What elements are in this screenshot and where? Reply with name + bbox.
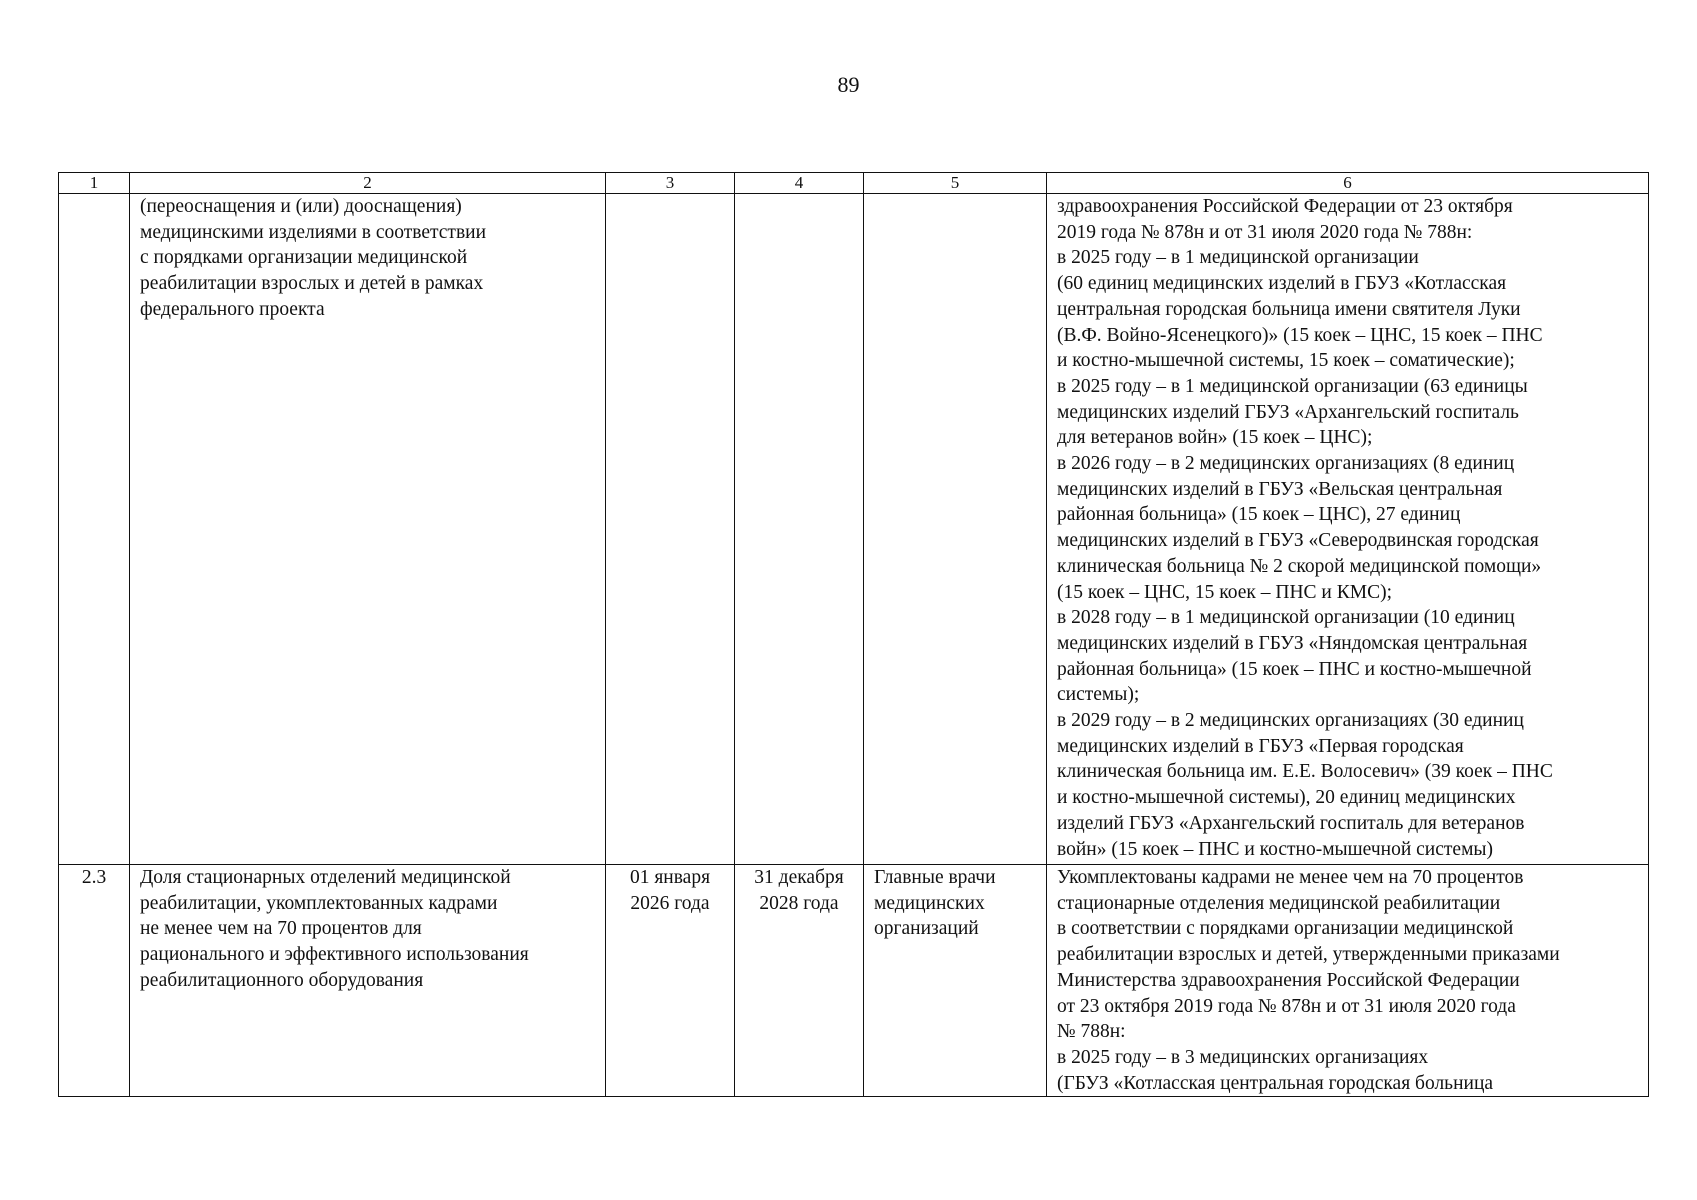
text-line: медицинских изделий в ГБУЗ «Няндомская центральная <box>1057 632 1528 654</box>
column-number-2: 2 <box>130 173 606 194</box>
text-line: 2028 года <box>759 892 839 914</box>
text-line: изделий ГБУЗ «Архангельский госпиталь для ветеранов <box>1057 812 1525 834</box>
measures-table <box>58 172 1649 1097</box>
text-line: для ветеранов войн» (15 коек – ЦНС); <box>1057 427 1373 449</box>
text-line: медицинскими изделиями в соответствии <box>140 221 487 243</box>
text-line: здравоохранения Российской Федерации от 23 октября <box>1057 196 1513 217</box>
text-line: (ГБУЗ «Котласская центральная городская больница <box>1057 1072 1494 1094</box>
text-line: Министерства здравоохранения Российской Федерации <box>1057 969 1520 991</box>
text-line: рационального и эффективного использования <box>140 944 529 966</box>
text-line: медицинских изделий в ГБУЗ «Первая городская <box>1057 735 1464 757</box>
text-line: Главные врачи <box>874 867 996 888</box>
text-line: центральная городская больница имени святителя Луки <box>1057 298 1521 320</box>
text-line: Доля стационарных отделений медицинской <box>140 867 511 888</box>
text-line: медицинских изделий ГБУЗ «Архангельский госпиталь <box>1057 401 1519 423</box>
text-line: в 2026 году – в 2 медицинских организациях (8 единиц <box>1057 453 1515 475</box>
column-number-6: 6 <box>1047 173 1649 194</box>
text-line: клиническая больница № 2 скорой медицинской помощи» <box>1057 555 1542 577</box>
end-date <box>735 194 864 865</box>
page-number: 89 <box>837 72 860 97</box>
text-line: 01 января <box>629 867 711 888</box>
text-line: войн» (15 коек – ПНС и костно-мышечной системы) <box>1057 838 1494 860</box>
text-line: медицинских изделий в ГБУЗ «Северодвинская городская <box>1057 530 1539 552</box>
text-line: в 2029 году – в 2 медицинских организациях (30 единиц <box>1057 710 1524 732</box>
table-header-row <box>59 173 1649 194</box>
row-number <box>59 194 130 865</box>
text-line: районная больница» (15 коек – ПНС и костно-мышечной <box>1057 658 1532 680</box>
start-date <box>606 865 735 1097</box>
end-date <box>735 865 864 1097</box>
text-line: медицинских <box>874 892 985 914</box>
text-line: 2019 года № 878н и от 31 июля 2020 года № 788н: <box>1057 221 1473 243</box>
result-description <box>1047 194 1649 865</box>
measure-name <box>130 194 606 865</box>
text-line: клиническая больница им. Е.Е. Волосевич» (39 коек – ПНС <box>1057 761 1553 783</box>
text-line: реабилитационного оборудования <box>140 969 424 991</box>
text-line: реабилитации взрослых и детей, утвержденными приказами <box>1057 944 1560 966</box>
text-line: (60 единиц медицинских изделий в ГБУЗ «Котласская <box>1057 273 1507 295</box>
text-line: в соответствии с порядками организации медицинской <box>1057 918 1514 940</box>
text-line: от 23 октября 2019 года № 878н и от 31 июля 2020 года <box>1057 995 1516 1017</box>
text-line: и костно-мышечной системы, 15 коек – соматические); <box>1057 350 1515 372</box>
text-line: (В.Ф. Войно-Ясенецкого)» (15 коек – ЦНС, 15 коек – ПНС <box>1057 324 1543 346</box>
text-line: в 2028 году – в 1 медицинской организации (10 единиц <box>1057 607 1515 629</box>
responsible <box>864 194 1047 865</box>
row-number: 2.3 <box>59 865 130 1097</box>
responsible <box>864 865 1047 1097</box>
text-line: районная больница» (15 коек – ЦНС), 27 единиц <box>1057 504 1461 526</box>
text-line: 2026 года <box>630 892 710 914</box>
column-number-3: 3 <box>606 173 735 194</box>
measure-name <box>130 865 606 1097</box>
text-line: организаций <box>874 918 979 940</box>
text-line: (15 коек – ЦНС, 15 коек – ПНС и КМС); <box>1057 581 1392 603</box>
text-line: медицинских изделий в ГБУЗ «Вельская центральная <box>1057 478 1503 500</box>
column-number-1: 1 <box>59 173 130 194</box>
text-line: стационарные отделения медицинской реабилитации <box>1057 892 1501 914</box>
table-row <box>59 194 1649 865</box>
start-date <box>606 194 735 865</box>
text-line: системы); <box>1057 684 1140 706</box>
text-line: не менее чем на 70 процентов для <box>140 918 422 940</box>
result-description <box>1047 865 1649 1097</box>
text-line: реабилитации, укомплектованных кадрами <box>140 892 498 914</box>
text-line: (переоснащения и (или) дооснащения) <box>140 196 462 217</box>
text-line: в 2025 году – в 1 медицинской организации (63 единицы <box>1057 375 1528 397</box>
text-line: в 2025 году – в 1 медицинской организации <box>1057 247 1419 269</box>
text-line: в 2025 году – в 3 медицинских организациях <box>1057 1046 1429 1068</box>
text-line: № 788н: <box>1057 1021 1126 1043</box>
column-number-4: 4 <box>735 173 864 194</box>
text-line: с порядками организации медицинской <box>140 247 468 269</box>
table-row <box>59 865 1649 1097</box>
text-line: федерального проекта <box>140 298 325 320</box>
text-line: реабилитации взрослых и детей в рамках <box>140 273 484 295</box>
text-line: Укомплектованы кадрами не менее чем на 70 процентов <box>1057 867 1524 888</box>
column-number-5: 5 <box>864 173 1047 194</box>
text-line: 31 декабря <box>754 867 844 888</box>
text-line: и костно-мышечной системы), 20 единиц медицинских <box>1057 787 1516 809</box>
